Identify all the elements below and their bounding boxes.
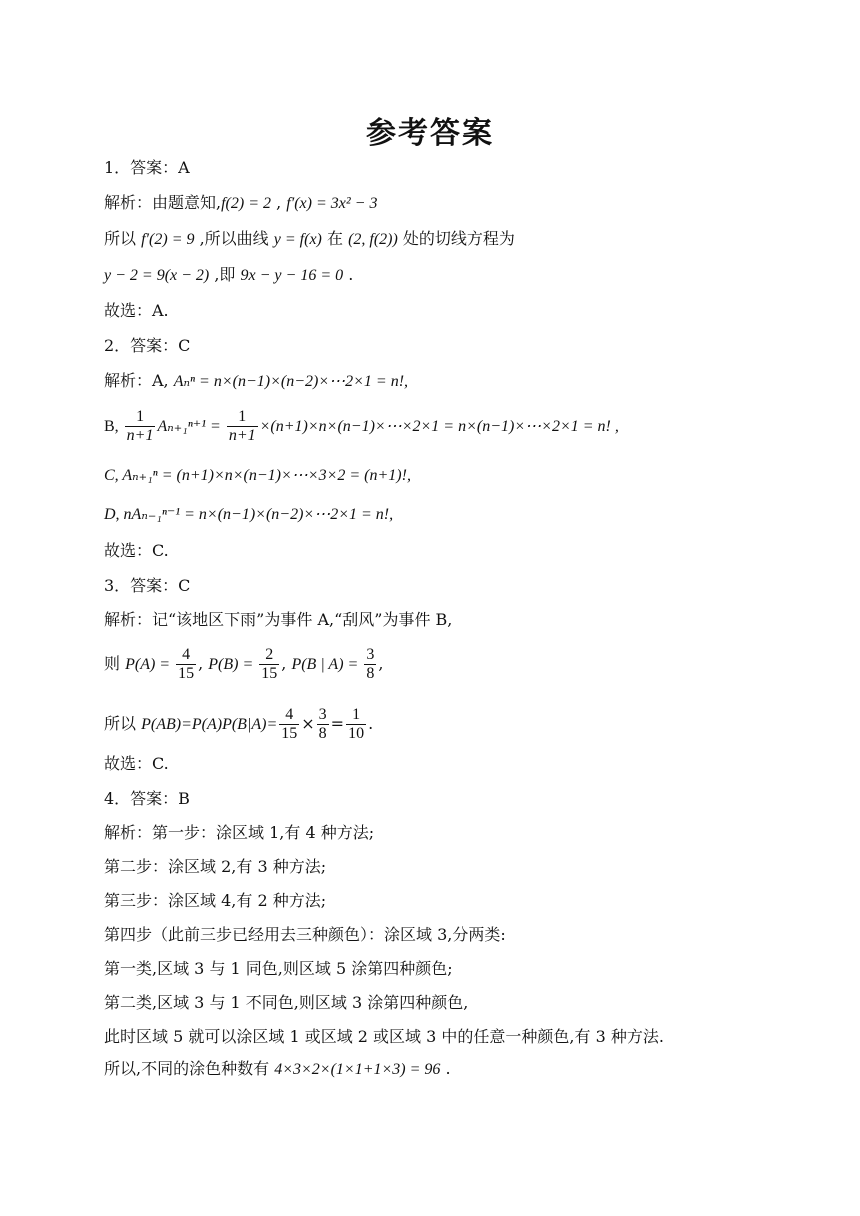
q3-l3-prefix: 所以 [104,714,142,733]
q3-l2-prefix: 则 [104,654,126,673]
q3-l3-frac3: $\frac{1}{10}$ [348,706,365,742]
q2-c-expr: C, Aₙ₊₁ⁿ = (n+1)×n×(n−1)×⋯×3×2 = (n+1)!, [104,467,411,484]
q2-option-b [104,408,619,445]
q1-l2-point: (2, f(2)) [348,231,398,248]
q4-line: 此时区域 5 就可以涂区域 1 或区域 2 或区域 3 中的任意一种颜色,有 3 种方法. [104,1027,664,1046]
q1-analysis-line3 [104,264,353,287]
q1-l3-mid: ,即 [209,265,241,284]
q3-pa: P(A) = [125,656,175,673]
q1-l1-sep: , [271,193,287,212]
q4-line: 第二类,区域 3 与 1 不同色,则区域 3 涂第四种颜色, [104,993,469,1012]
page-title: 参考答案 [366,116,494,151]
q1-l2-curve: y = f(x) [273,231,322,248]
q1-l1-f2: f(2) = 2 [221,195,271,212]
q4-line: 解析：第一步：涂区域 1,有 4 种方法; [104,823,375,842]
q1-analysis-line1 [104,192,377,215]
q3-pba-frac: $\frac{3}{8}$ [366,646,375,682]
q3-pa-frac: $\frac{4}{15}$ [178,646,195,682]
q4-last-expr: 4×3×2×(1×1+1×3) = 96 [274,1061,441,1078]
q4-last-prefix: 所以,不同的涂色种数有 [104,1059,275,1078]
q1-l2-fprime2: f′(2) = 9 [141,231,195,248]
q1-l2-suffix: 处的切线方程为 [397,229,515,248]
q1-l3-eq: y − 2 = 9(x − 2) [104,267,210,284]
q3-l3-frac2: $\frac{3}{8}$ [318,706,327,742]
q2-a-expr: Aₙⁿ = n×(n−1)×(n−2)×⋯2×1 = n!, [173,373,409,390]
q3-pb: P(B) = [208,656,258,673]
q2-b-expr: ×(n+1)×n×(n−1)×⋯×2×1 = n×(n−1)×⋯×2×1 = n! , [259,418,619,435]
q1-l1-prefix: 解析：由题意知, [104,193,222,212]
q2-option-a [104,370,408,393]
q3-analysis-line1: 解析：记“该地区下雨”为事件 A,“刮风”为事件 B, [104,610,453,629]
q3-l3-frac1: $\frac{4}{15}$ [281,706,298,742]
q1-l2-mid: ,所以曲线 [194,229,274,248]
q2-b-frac1: $\frac{1}{n+1}$ [126,408,154,444]
q2-d-expr: D, nAₙ₋₁ⁿ⁻¹ = n×(n−1)×(n−2)×⋯2×1 = n!, [104,506,394,523]
q2-a-prefix: 解析：A, [104,371,174,390]
q3-analysis-line3: 所以 P(AB)=P(A)P(B|A)= $\frac{4}{15}$ × $\frac{3}{8}$ = $\frac{1}{10}$ . [104,706,374,742]
q3-l3-expr: P(AB)=P(A)P(B|A)= [141,716,278,733]
q1-l2-at: 在 [321,229,349,248]
q2-b-frac2: $\frac{1}{n+1}$ [228,408,256,444]
q1-l1-fprime: f′(x) = 3x² − 3 [286,195,378,212]
q1-analysis-line2 [104,228,515,251]
q4-answer: 4．答案：B [104,789,190,808]
q1-choose: 故选：A. [104,301,169,320]
q4-last-end: . [440,1059,451,1078]
q2-option-d [104,503,393,526]
q4-line: 第四步（此前三步已经用去三种颜色）：涂区域 3,分两类: [104,925,506,944]
q4-last-line [104,1058,451,1081]
q2-option-c [104,464,411,487]
q3-pba: P(B | A) = [291,656,363,673]
q3-answer: 3．答案：C [104,576,191,595]
q3-analysis-line2: 则 P(A) = $\frac{4}{15}$ , P(B) = $\frac{2}{15}$ , P(B | A) = $\frac{3}{8}$ , [104,646,384,682]
q3-pb-frac: $\frac{2}{15}$ [261,646,278,682]
q2-choose: 故选：C. [104,541,169,560]
q2-answer: 2．答案：C [104,336,191,355]
q2-b-prefix: B, [104,418,123,435]
q4-line: 第三步：涂区域 4,有 2 种方法; [104,891,327,910]
q1-l3-end: . [343,265,354,284]
q3-choose: 故选：C. [104,754,169,773]
q4-line: 第一类,区域 3 与 1 同色,则区域 5 涂第四种颜色; [104,959,453,978]
q1-l3-eq2: 9x − y − 16 = 0 [240,267,344,284]
q1-answer: 1．答案：A [104,158,190,177]
q4-line: 第二步：涂区域 2,有 3 种方法; [104,857,327,876]
q2-b-mid: Aₙ₊₁ⁿ⁺¹ = [157,418,225,435]
q1-l2-prefix: 所以 [104,229,142,248]
